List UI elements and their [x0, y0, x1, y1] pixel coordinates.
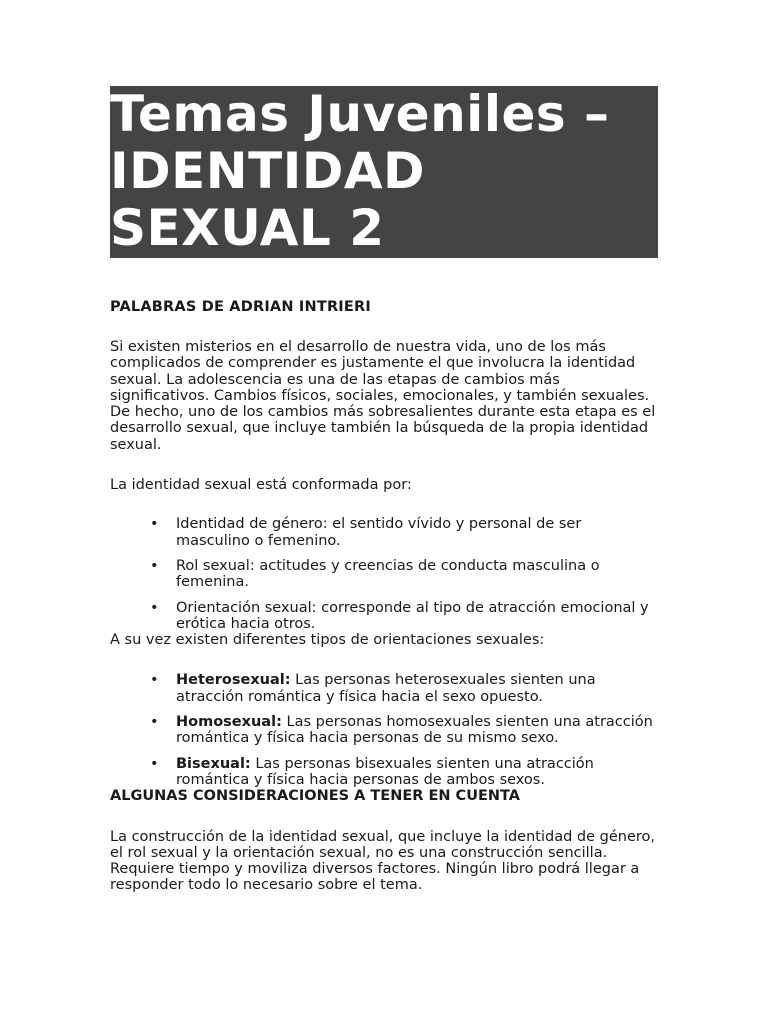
- orientations-lead: A su vez existen diferentes tipos de orientaciones sexuales:: [110, 632, 545, 649]
- list-item-text: Identidad de género: el sentido vívido y personal de ser masculino o femenino.: [176, 516, 582, 549]
- list-item: [110, 714, 658, 747]
- list-item: [110, 672, 658, 705]
- orientation-text: Las personas homosexuales sienten una atracción romántica y física hacia personas de su mismo sexo.: [176, 714, 653, 747]
- intro-paragraph: Si existen misterios en el desarrollo de nuestra vida, uno de los más complicados de comprender es justamente el que involucra la identidad sexual. La adolescencia es una de las etapas de cambios más significativos. Cambios físicos, sociales, emocionales, y también sexuales. De hecho, uno de los cambios más sobresalientes durante esta etapa es el desarrollo sexual, que incluye también la búsqueda de la propia identidad sexual.: [110, 339, 656, 453]
- orientation-term: Homosexual:: [176, 714, 282, 731]
- list-item-text: Rol sexual: actitudes y creencias de conducta masculina o femenina.: [176, 557, 600, 591]
- title-line-2: IDENTIDAD: [110, 142, 426, 200]
- list-item: [110, 756, 658, 789]
- author-heading: PALABRAS DE ADRIAN INTRIERI: [110, 299, 371, 315]
- title-line-3: SEXUAL 2: [110, 199, 385, 257]
- document-page: [110, 86, 658, 894]
- considerations-heading: ALGUNAS CONSIDERACIONES A TENER EN CUENTA: [110, 788, 521, 805]
- list-item: [110, 558, 658, 591]
- title-line-1: Temas Juveniles –: [110, 85, 610, 143]
- document-title-block: [110, 86, 658, 258]
- bullet-icon: •: [150, 714, 159, 731]
- closing-paragraph: La construcción de la identidad sexual, que incluye la identidad de género, el rol sexual y la orientación sexual, no es una construcción sencilla. Requiere tiempo y moviliza diversos factores. Ningún libro podrá llegar a responder todo lo necesario sobre el tema.: [110, 828, 656, 894]
- list-item-text: Orientación sexual: corresponde al tipo de atracción emocional y erótica hacia otros.: [176, 599, 649, 632]
- list-item: [110, 600, 658, 633]
- list-item: [110, 516, 658, 549]
- bullet-icon: •: [150, 557, 159, 574]
- bullet-icon: •: [150, 516, 159, 533]
- components-lead: La identidad sexual está conformada por:: [110, 477, 412, 494]
- orientation-term: Bisexual:: [176, 755, 251, 772]
- bullet-icon: •: [150, 755, 159, 772]
- components-list: [110, 516, 658, 632]
- bullet-icon: •: [150, 672, 159, 689]
- orientations-list: [110, 672, 658, 788]
- orientation-term: Heterosexual:: [176, 672, 291, 689]
- orientation-text: Las personas bisexuales sienten una atracción romántica y física hacia personas de ambos sexos.: [176, 755, 594, 788]
- orientation-text: Las personas heterosexuales sienten una atracción romántica y física hacia el sexo opuesto.: [176, 672, 596, 705]
- bullet-icon: •: [150, 599, 159, 616]
